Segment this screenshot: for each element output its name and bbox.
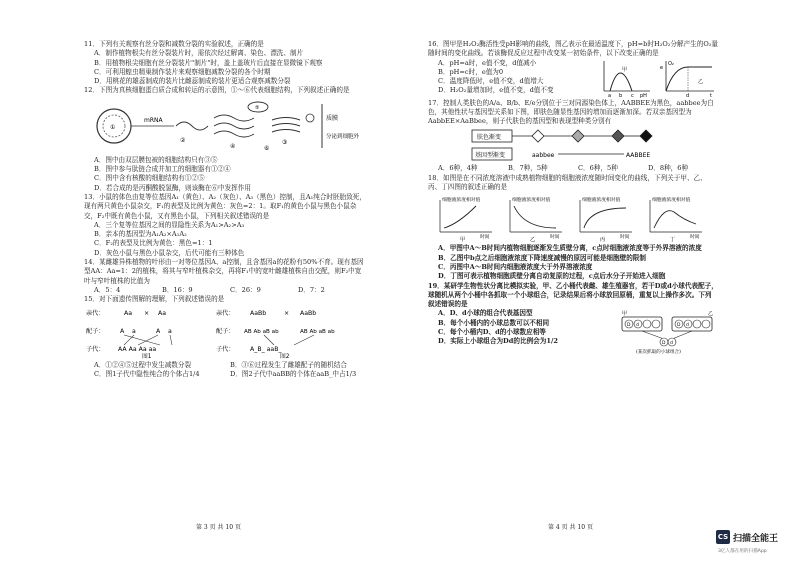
question-11 [84, 40, 366, 86]
q19-option-a: A．D、d小球的组合代表基因型 [438, 309, 533, 318]
question-19 [428, 282, 718, 356]
svg-text:AB Ab aB ab: AB Ab aB ab [300, 328, 335, 335]
svg-text:②: ② [180, 136, 186, 144]
svg-text:D: D [677, 323, 681, 329]
q16-stem: 16．图甲是H₂O₂酶活性受pH影响的曲线，图乙表示在最适温度下，pH=b时H₂O₂分解产生的O₂量随时间的变化曲线。若该酶促反应过程中改变某一初始条件，以下改变正确的是 [428, 40, 719, 58]
svg-text:Aa: Aa [158, 309, 167, 317]
cs-logo-icon: CS [716, 530, 730, 544]
membrane-label: 质膜 [326, 114, 339, 122]
q15-option-d: D．图2子代中aaBB的个体在aaB_中占1/3 [230, 369, 357, 378]
svg-text:细胞液浓度相对值: 细胞液浓度相对值 [582, 198, 621, 204]
q11-option-a: A．制作植物根尖有丝分裂装片时，需依次经过解离、染色、漂洗、制片 [94, 49, 304, 58]
svg-text:AABBEE: AABBEE [626, 152, 651, 160]
svg-text:A_B_ aaB_: A_B_ aaB_ [250, 345, 282, 353]
secreted-label: 分泌到细胞外 [326, 133, 360, 140]
svg-text:时间: 时间 [550, 235, 560, 241]
q11-option-d: D．用桃花的雄蕊制成的装片比雌蕊制成的装片更适合观察减数分裂 [94, 77, 291, 86]
svg-text:乙: 乙 [530, 237, 536, 243]
svg-text:甲: 甲 [622, 311, 628, 318]
svg-text:⑥: ⑥ [264, 144, 270, 152]
q18-option-c: C．丙图中A～B时间内细胞液浓度大于外界溶液浓度 [438, 262, 593, 271]
q14-option-b: B．16：9 [162, 285, 193, 294]
q16-option-b: B．pH=c时，e值为0 [438, 67, 504, 76]
q19-stem: 19．某研学生物性状分离比模拟实验，甲、乙小桶代表雌、雄生殖器官，若干D或d小球代表配子，球随机从两个小桶中各抓取一个小球组合，记录结果后将小球放回原桶，重复以上操作多次。下列叙述错误的是 [428, 281, 718, 309]
chart-yi [510, 196, 562, 242]
svg-text:AA Aa Aa aa: AA Aa Aa aa [118, 345, 157, 353]
svg-text:d: d [686, 92, 690, 99]
svg-text:乙: 乙 [708, 311, 714, 318]
q17-option-d: D．8种，6种 [648, 164, 689, 173]
q11-option-b: B．用植物根尖细胞有丝分裂装片"制片"时，盖上盖玻片后直接在显微镜下观察 [94, 58, 323, 67]
q11-option-c: C．可利用蝗虫精巢制作装片来观察细胞减数分裂的各个时期 [94, 67, 271, 76]
q18-option-d: D．丁图可表示植物细胞质壁分离自动复原的过程，c点后水分子开始进入细胞 [438, 272, 666, 281]
chart-ding [650, 196, 702, 242]
q12-stem: 12．下图为真核细胞蛋白质合成和转运的示意图，①～⑥代表细胞结构，下列叙述正确的是 [84, 86, 350, 95]
right-page-footer: 第 4 页 共 10 页 [548, 524, 593, 531]
svg-text:细胞液浓度相对值: 细胞液浓度相对值 [512, 198, 551, 204]
svg-text:A: A [156, 327, 161, 335]
svg-text:b: b [619, 92, 623, 99]
q15-option-c: C．图1子代中隐性纯合的个体占1/4 [94, 369, 200, 378]
q11-stem: 11．下列有关观察有丝分裂和减数分裂的实验叙述，正确的是 [84, 40, 264, 48]
svg-text:图2: 图2 [280, 353, 290, 359]
q16-option-d: D．H₂O₂量增加时，e值不变，d值不变 [438, 86, 554, 95]
q14-option-d: D．7：2 [298, 285, 325, 294]
svg-text:×: × [284, 309, 290, 317]
svg-text:a: a [132, 327, 136, 335]
svg-text:e: e [660, 64, 664, 71]
svg-text:⑤: ⑤ [255, 104, 260, 111]
svg-text:O₂: O₂ [668, 60, 674, 67]
svg-text:时间: 时间 [690, 235, 700, 241]
svg-text:a: a [608, 92, 612, 99]
q15-option-b: B．③⑥过程发生了雌雄配子的随机结合 [230, 360, 347, 369]
svg-text:pH: pH [640, 92, 647, 99]
svg-text:a: a [168, 327, 172, 335]
q14-option-c: C．26：9 [230, 285, 261, 294]
svg-text:肤色渐变: 肤色渐变 [477, 134, 502, 142]
question-16 [428, 40, 718, 99]
q12-option-d: D．若合成的是丙酮酸脱氢酶，则该酶在⑥中发挥作用 [94, 183, 251, 192]
svg-text:Aa: Aa [124, 309, 133, 317]
question-17 [428, 99, 718, 174]
svg-text:d: d [670, 341, 673, 347]
svg-text:亲代：: 亲代： [86, 309, 105, 317]
svg-text:d: d [636, 323, 639, 329]
watermark-subtitle: 3亿人都在用的扫描App [718, 549, 767, 554]
question-12 [84, 86, 366, 192]
svg-text:D: D [662, 341, 666, 347]
svg-text:d: d [686, 323, 689, 329]
q16-option-c: C．温度降低时，e值不变，d值增大 [438, 77, 544, 86]
q15-stem: 15．对下面遗传图解的理解，下列叙述错误的是 [84, 295, 225, 304]
right-page [428, 40, 718, 355]
svg-text:④: ④ [230, 142, 236, 150]
svg-text:(某次抓取的小球组合): (某次抓取的小球组合) [636, 350, 681, 356]
q12-option-b: B．图中参与肽链合成并加工的细胞器有①②④ [94, 165, 231, 174]
q18-osmosis-charts [428, 194, 718, 242]
question-13 [84, 193, 366, 258]
watermark-title: 扫描全能王 [733, 534, 779, 544]
q16-option-a: A．pH=a时，e值不变，d值减小 [438, 58, 537, 67]
q14-option-a: A．5：4 [94, 285, 121, 294]
q18-stem: 18．如图是在不同浓度溶液中成熟植物细胞的细胞液浓度随时间变化的曲线，下列关于甲、乙、丙、丁四图的叙述正确的是 [428, 173, 707, 192]
chart-jia [440, 196, 492, 242]
scanner-watermark [716, 528, 794, 558]
q12-option-a: A．图中由双层膜包被的细胞结构只有③⑤ [94, 155, 218, 164]
q13-stem: 13．小鼠的体色由复等位基因A₁（黄色）、A₂（灰色）、A₃（黑色）控制，且A₁纯合时胚胎致死，现有两只黄色小鼠杂交，F₁的表型及比例为黄色：灰色=2：1。取F₁的黄色小鼠与黑色小鼠杂交，F₂中既有黄色小鼠，又有黑色小鼠，下列相关叙述错误的是 [84, 192, 366, 220]
q14-stem: 14．某雌雄异株植物的叶形由一对等位基因A、a控制，且含基因a的花粉有50%不育。现有基因型AA：Aa=1：2的植株，将其与窄叶植株杂交，再将F₁中的宽叶雌雄植株自由交配，则F₂中宽叶与窄叶植株的比值为 [84, 258, 364, 285]
svg-text:配子：: 配子： [86, 327, 105, 335]
left-page-footer: 第 3 页 共 10 页 [196, 524, 241, 531]
q17-skin-color-chain [428, 128, 718, 162]
diamond-black-icon [640, 130, 652, 142]
q13-option-c: C．F₂的表型及比例为黄色：黑色=1：1 [94, 239, 213, 248]
svg-text:细胞液浓度相对值: 细胞液浓度相对值 [442, 198, 481, 204]
q13-option-d: D．灰色小鼠与黑色小鼠杂交，后代可能有三种体色 [94, 248, 245, 257]
q16-enzyme-charts [598, 59, 718, 99]
q12-cell-diagram [84, 98, 366, 154]
diamond-dark-icon [612, 130, 624, 142]
q19-option-d: D．实际上小球组合为Dd的比例会为1/2 [438, 337, 558, 346]
svg-text:时间: 时间 [480, 235, 490, 241]
q19-option-b: B．每个小桶内的小球总数可以不相同 [438, 318, 550, 327]
svg-text:子代：: 子代： [216, 345, 235, 353]
q18-option-a: A．甲图中A～B时间内植物细胞逐渐发生质壁分离，c点时细胞液浓度等于外界溶液的浓度 [438, 244, 702, 253]
question-15 [84, 295, 366, 379]
svg-text:丁: 丁 [670, 237, 676, 243]
q17-stem: 17．控制人类肤色的A/a、B/b、E/e分别位于三对同源染色体上，AABBEE为黑色，aabbee为白色，其他性状与基因型关系如下图，即肤色随显性基因的增加而逐渐加深。若双亲基因型为AabbEE×AaBbee，则子代肤色的基因型和表现型种类分别有 [428, 98, 714, 126]
svg-text:甲: 甲 [622, 66, 628, 73]
q12-option-c: C．图中含有核酸的细胞结构有①②⑤ [94, 174, 205, 183]
svg-text:c: c [631, 92, 634, 99]
q15-option-a: A．①②④⑤过程中发生减数分裂 [94, 360, 192, 369]
svg-text:乙: 乙 [698, 78, 704, 85]
left-page [84, 40, 366, 379]
svg-text:AaBb: AaBb [250, 309, 267, 317]
diamond-gray-icon [572, 130, 584, 142]
diamond-white-icon [532, 130, 544, 142]
svg-text:AaBb: AaBb [300, 309, 317, 317]
q19-option-c: C．每个小桶内D、d的小球数应相等 [438, 328, 546, 337]
svg-text:①: ① [110, 123, 116, 131]
q13-option-a: A．三个复等位基因之间的显隐性关系为A₁>A₂>A₃ [94, 220, 245, 229]
svg-text:D: D [627, 323, 631, 329]
q18-option-b: B．乙图中b点之后细胞液浓度下降速度减慢的原因可能是细胞壁的限制 [438, 253, 646, 262]
q17-option-b: B．7种，5种 [508, 164, 548, 173]
svg-text:甲: 甲 [460, 237, 466, 243]
svg-text:t: t [710, 92, 712, 99]
svg-text:A: A [120, 327, 125, 335]
q13-option-b: B．亲本的基因型为A₁A₂×A₁A₂ [94, 230, 187, 239]
question-14 [84, 258, 366, 295]
q15-genetics-diagrams [84, 307, 366, 359]
mrna-label: mRNA [144, 116, 163, 124]
chart-bing [580, 196, 632, 242]
svg-text:基因型渐变: 基因型渐变 [475, 152, 506, 160]
svg-text:③: ③ [282, 138, 288, 146]
svg-text:亲代：: 亲代： [216, 309, 235, 317]
q17-option-c: C．6种，5种 [578, 164, 618, 173]
question-18 [428, 174, 718, 282]
q17-option-a: A．6种，4种 [438, 164, 478, 173]
svg-text:×: × [144, 309, 150, 317]
svg-text:子代：: 子代： [86, 345, 105, 353]
svg-text:图1: 图1 [142, 353, 152, 359]
q19-ball-buckets [618, 309, 718, 355]
svg-text:配子：: 配子： [216, 327, 235, 335]
svg-text:时间: 时间 [620, 235, 630, 241]
svg-text:细胞液浓度相对值: 细胞液浓度相对值 [652, 198, 691, 204]
svg-text:aabbee: aabbee [532, 152, 555, 160]
svg-text:AB Ab aB ab: AB Ab aB ab [244, 328, 279, 335]
svg-text:丙: 丙 [600, 237, 606, 243]
